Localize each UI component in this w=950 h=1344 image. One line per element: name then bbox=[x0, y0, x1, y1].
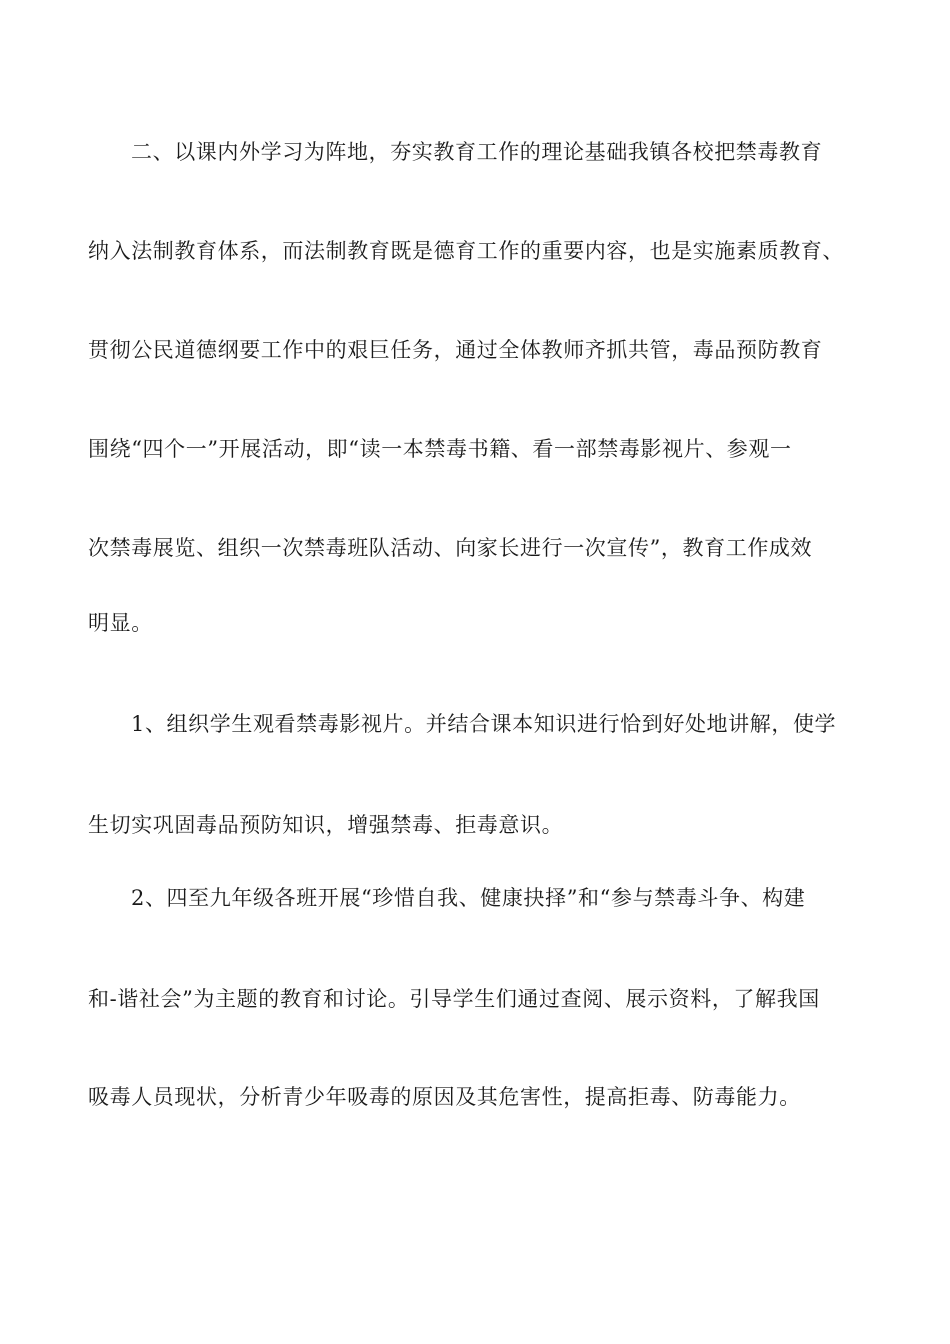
paragraph-line: 贯彻公民道德纲要工作中的艰巨任务，通过全体教师齐抓共管，毒品预防教育 bbox=[88, 338, 823, 362]
paragraph-line: 和-谐社会”为主题的教育和讨论。引导学生们通过查阅、展示资料，了解我国 bbox=[88, 987, 820, 1011]
paragraph-line: 围绕“四个一”开展活动，即“读一本禁毒书籍、看一部禁毒影视片、参观一 bbox=[88, 437, 792, 461]
paragraph-line: 吸毒人员现状，分析青少年吸毒的原因及其危害性，提高拒毒、防毒能力。 bbox=[88, 1085, 801, 1109]
paragraph-line: 二、以课内外学习为阵地，夯实教育工作的理论基础我镇各校把禁毒教育 bbox=[131, 140, 823, 164]
paragraph-line: 1、组织学生观看禁毒影视片。并结合课本知识进行恰到好处地讲解，使学 bbox=[131, 712, 837, 736]
paragraph-line: 生切实巩固毒品预防知识，增强禁毒、拒毒意识。 bbox=[88, 813, 564, 837]
paragraph-line: 2、四至九年级各班开展“珍惜自我、健康抉择”和“参与禁毒斗争、构建 bbox=[131, 886, 806, 910]
paragraph-line: 次禁毒展览、组织一次禁毒班队活动、向家长进行一次宣传”，教育工作成效 bbox=[88, 536, 813, 560]
paragraph-line: 纳入法制教育体系，而法制教育既是德育工作的重要内容，也是实施素质教育、 bbox=[88, 239, 844, 263]
paragraph-line: 明显。 bbox=[88, 611, 153, 635]
